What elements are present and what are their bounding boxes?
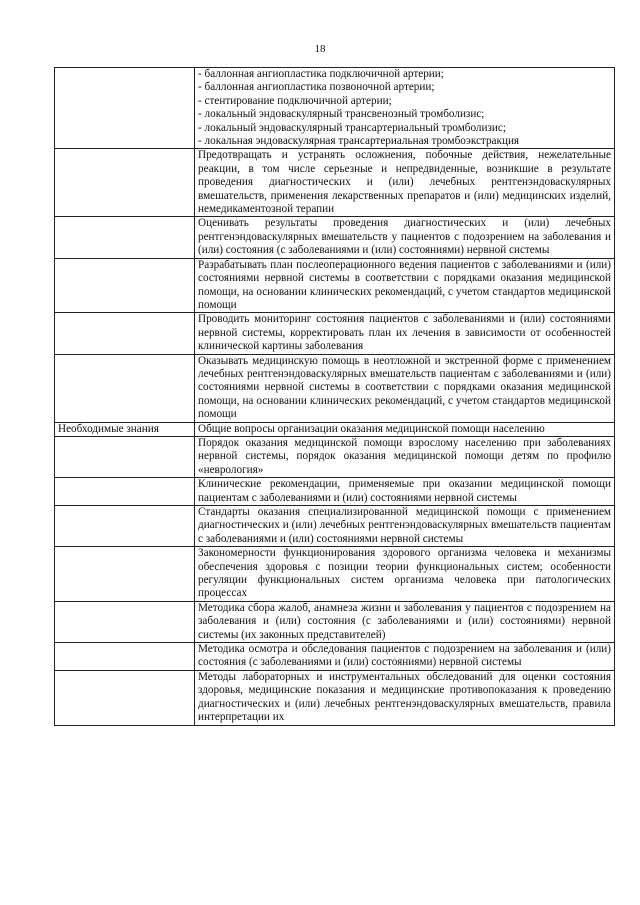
row-text: Клинические рекомендации, применяемые при оказании медицинской помощи пациентам с заболеваниями и (или) состояниями нервной системы bbox=[195, 478, 615, 506]
table-row bbox=[55, 422, 615, 436]
row-label bbox=[55, 643, 195, 671]
section-label-required-knowledge: Необходимые знания bbox=[55, 422, 195, 436]
row-label bbox=[55, 547, 195, 602]
list-item: - локальная эндоваскулярная трансартериальная тромбоэкстракция bbox=[198, 135, 520, 148]
row-label bbox=[55, 601, 195, 642]
list-item: - баллонная ангиопластика подключичной артерии; bbox=[198, 68, 444, 80]
row-label bbox=[55, 670, 195, 725]
row-text: Закономерности функционирования здорового организма человека и механизмы обеспечения здоровья с позиции теории функциональных систем; особенности регуляции функциональных систем организма человека при патологических процессах bbox=[195, 547, 615, 602]
row-text: Методы лабораторных и инструментальных обследований для оценки состояния здоровья, медицинские показания и медицинские противопоказания к проведению диагностических и (или) лечебных рентгенэндоваскулярных вмешательств, правила интерпретации их bbox=[195, 670, 615, 725]
table-row bbox=[55, 670, 615, 725]
table-row bbox=[55, 506, 615, 547]
row-label bbox=[55, 149, 195, 217]
table-row bbox=[55, 478, 615, 506]
row-label bbox=[55, 436, 195, 477]
list-item: - стентирование подключичной артерии; bbox=[198, 94, 392, 107]
row-text: Стандарты оказания специализированной медицинской помощи с применением диагностических и (или) лечебных рентгенэндоваскулярных вмешательств пациентам с заболеваниями и (или) состояниями нервной системы bbox=[195, 506, 615, 547]
row-text: Предотвращать и устранять осложнения, побочные действия, нежелательные реакции, в том числе серьезные и непредвиденные, возникшие в результате проведения диагностических и (или) лечебных рентгенэндоваскулярных вмешательств, применения лекарственных препаратов и (или) медицинских изделий, немедикаментозной терапии bbox=[195, 149, 615, 217]
row-text: Методика осмотра и обследования пациентов с подозрением на заболевания и (или) состояния (с заболеваниями и (или) состояниями) нервной системы bbox=[195, 643, 615, 671]
table-row bbox=[55, 643, 615, 671]
row-text: Методика сбора жалоб, анамнеза жизни и заболевания у пациентов с подозрением на заболевания и (или) состояния (с заболеваниями и (или) состояниями) нервной системы (их законных представителей) bbox=[195, 601, 615, 642]
competency-table bbox=[54, 67, 615, 726]
row-label bbox=[55, 217, 195, 258]
row-text: Проводить мониторинг состояния пациентов с заболеваниями и (или) состояниями нервной системы, корректировать план их лечения в зависимости от особенностей клинической картины заболевания bbox=[195, 313, 615, 354]
page-number: 18 bbox=[314, 43, 326, 55]
table-row bbox=[55, 149, 615, 217]
row-label bbox=[55, 478, 195, 506]
row-text: Разрабатывать план послеоперационного ведения пациентов с заболеваниями и (или) состояниями нервной системы в соответствии с порядками оказания медицинской помощи, на основании клинических рекомендаций, с учетом стандартов медицинской помощи bbox=[195, 258, 615, 313]
table-row bbox=[55, 354, 615, 422]
row-label bbox=[55, 313, 195, 354]
table-row bbox=[55, 217, 615, 258]
table-row bbox=[55, 313, 615, 354]
row-text: Общие вопросы организации оказания медицинской помощи населению bbox=[195, 422, 615, 436]
row-label bbox=[55, 506, 195, 547]
list-item: - баллонная ангиопластика позвоночной артерии; bbox=[198, 81, 435, 94]
table-row bbox=[55, 68, 615, 149]
row-text: Порядок оказания медицинской помощи взрослому населению при заболеваниях нервной системы, порядок оказания медицинской помощи детям по профилю «неврология» bbox=[195, 436, 615, 477]
table-row bbox=[55, 436, 615, 477]
table-row bbox=[55, 258, 615, 313]
table-row bbox=[55, 547, 615, 602]
row-label bbox=[55, 68, 195, 149]
table-row bbox=[55, 601, 615, 642]
list-item: - локальный эндоваскулярный трансартериальный тромболизис; bbox=[198, 121, 506, 134]
procedure-list bbox=[195, 68, 615, 149]
row-text: Оказывать медицинскую помощь в неотложной и экстренной форме с применением лечебных рентгенэндоваскулярных вмешательств пациентам с заболеваниями и (или) состояниями нервной системы в соответствии с порядками оказания медицинской помощи, на основании клинических рекомендаций, с учетом стандартов медицинской помощи bbox=[195, 354, 615, 422]
row-text: Оценивать результаты проведения диагностических и (или) лечебных рентгенэндоваскулярных вмешательств у пациентов с подозрением на заболевания и (или) состояния (с заболеваниями и (или) состояниями) нервной системы bbox=[195, 217, 615, 258]
row-label bbox=[55, 354, 195, 422]
row-label bbox=[55, 258, 195, 313]
list-item: - локальный эндоваскулярный трансвенозный тромболизис; bbox=[198, 108, 485, 121]
